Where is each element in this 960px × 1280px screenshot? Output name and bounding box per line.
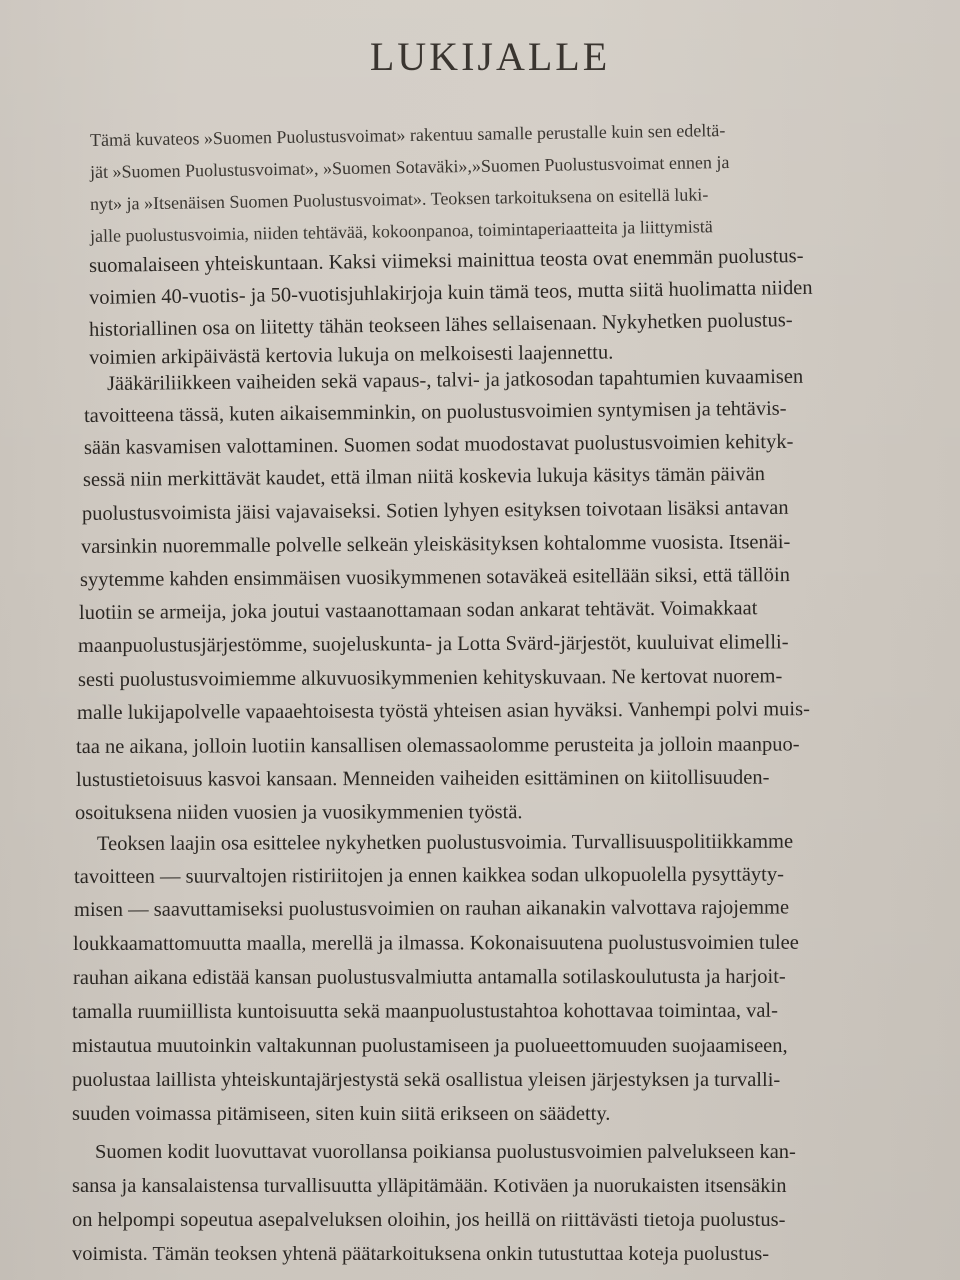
text-line: sesti puolustusvoimiemme alkuvuosikymmenien kehityskuvaan. Ne kertovat nuorem- [77,665,783,691]
text-line: taa ne aikana, jolloin luotiin kansallisen olemassaolomme perusteita ja jolloin maanpuo- [75,733,800,758]
text-line: tamalla ruumiillista kuntoisuutta sekä maanpuolustustahtoa kohottavaa toimintaa, val- [71,999,778,1023]
text-line: puolustusvoimista jäisi vajavaiseksi. Sotien lyhyen esityksen toivotaan lisäksi antavan [81,496,789,525]
text-line: loukkaamattomuutta maalla, merellä ja ilmassa. Kokonaisuutena puolustusvoimien tulee [72,931,799,955]
text-line: misen — saavuttamiseksi puolustusvoimien on rauhan aikanakin valvottava rajojemme [73,896,790,921]
text-line: rauhan aikana edistää kansan puolustusvalmiutta antamalla sotilaskoulutusta ja harjoit- [72,965,786,989]
text-line: on helpompi sopeutua asepalveluksen oloihin, jos heillä on riittävästi tietoja puolustus- [72,1209,786,1231]
text-line: maanpuolustusjärjestömme, suojeluskunta- ja Lotta Svärd-järjestöt, kuuluivat elimelli- [77,631,789,657]
text-line: jalle puolustusvoimia, niiden tehtävää, kokoonpanoa, toimintaperiaatteita ja liittymistä [89,216,713,246]
text-line: malle lukijapolvelle vapaaehtoisesta työstä yhteisen asian hyväksi. Vanhempi polvi muis- [76,698,810,724]
text-line: sessä niin merkittävät kaudet, että ilman niitä koskevia lukuja käsitys tämän päivän [82,463,766,491]
text-line: sansa ja kansalaistensa turvallisuutta ylläpitämään. Kotiväen ja nuorukaisten itsensäkin [72,1175,787,1197]
text-line: Tämä kuvateos »Suomen Puolustusvoimat» rakentuu samalle perustalle kuin sen edeltä- [89,120,726,150]
text-line: varsinkin nuoremmalle polvelle selkeän yleiskäsityksen kohtalomme vuosista. Itsenäi- [80,531,791,558]
text-line: luotiin se armeija, joka joutui vastaanottamaan sodan ankarat tehtävät. Voimakkaat [78,597,758,624]
text-line: tavoitteen — suurvaltojen ristiriitojen ja ennen kaikkea sodan ulkopuolella pysyttäyty- [73,863,784,888]
text-line: voimista. Tämän teoksen yhtenä päätarkoituksena onkin tutustuttaa koteja puolustus- [72,1243,770,1265]
text-line: suomalaiseen yhteiskuntaan. Kaksi viimeksi mainittua teosta ovat enemmän puolustus- [88,245,804,277]
text-line: voimien 40-vuotis- ja 50-vuotisjuhlakirjoja kuin tämä teos, mutta siitä huolimatta niiden [88,276,813,309]
page-title: LUKIJALLE [369,33,611,79]
text-line: Teoksen laajin osa esittelee nykyhetken puolustusvoimia. Turvallisuuspolitiikkamme [96,830,794,855]
text-line: historiallinen osa on liitetty tähän teokseen lähes sellaisenaan. Nykyhetken puolustus- [88,309,793,341]
text-line: syytemme kahden ensimmäisen vuosikymmenen sotaväkeä esitellään siksi, että tällöin [79,564,790,591]
text-line: Jääkäriliikkeen vaiheiden sekä vapaus-, talvi- ja jatkosodan tapahtumien kuvaamisen [106,365,804,395]
text-line: tavoitteena tässä, kuten aikaisemminkin, on puolustusvoimien syntymisen ja tehtävis- [83,397,787,427]
text-line: voimien arkipäivästä kertovia lukuja on melkoisesti laajennettu. [88,341,614,369]
text-line: sään kasvamisen valottaminen. Suomen sodat muodostavat puolustusvoimien kehityk- [83,430,794,459]
text-line: nyt» ja »Itsenäisen Suomen Puolustusvoimat». Teoksen tarkoituksena on esitellä luki- [89,184,709,214]
text-line: puolustaa laillista yhteiskuntajärjestystä sekä osallistua yleisen järjestyksen ja turvalli- [72,1069,781,1091]
text-line: jät »Suomen Puolustusvoimat», »Suomen Sotaväki»,»Suomen Puolustusvoimat ennen ja [89,151,730,182]
text-line: suuden voimassa pitämiseen, siten kuin siitä erikseen on säädetty. [72,1103,611,1125]
text-line: mistautua muutoinkin valtakunnan puolustamiseen ja puolueettomuuden suojaamiseen, [72,1035,788,1057]
text-line: lustustietoisuus kasvoi kansaan. Menneiden vaiheiden esittäminen on kiitollisuuden- [75,766,770,791]
text-line: osoituksena niiden vuosien ja vuosikymmenien työstä. [74,801,523,824]
text-line: Suomen kodit luovuttavat vuorollansa poikiansa puolustusvoimien palvelukseen kan- [95,1141,796,1163]
